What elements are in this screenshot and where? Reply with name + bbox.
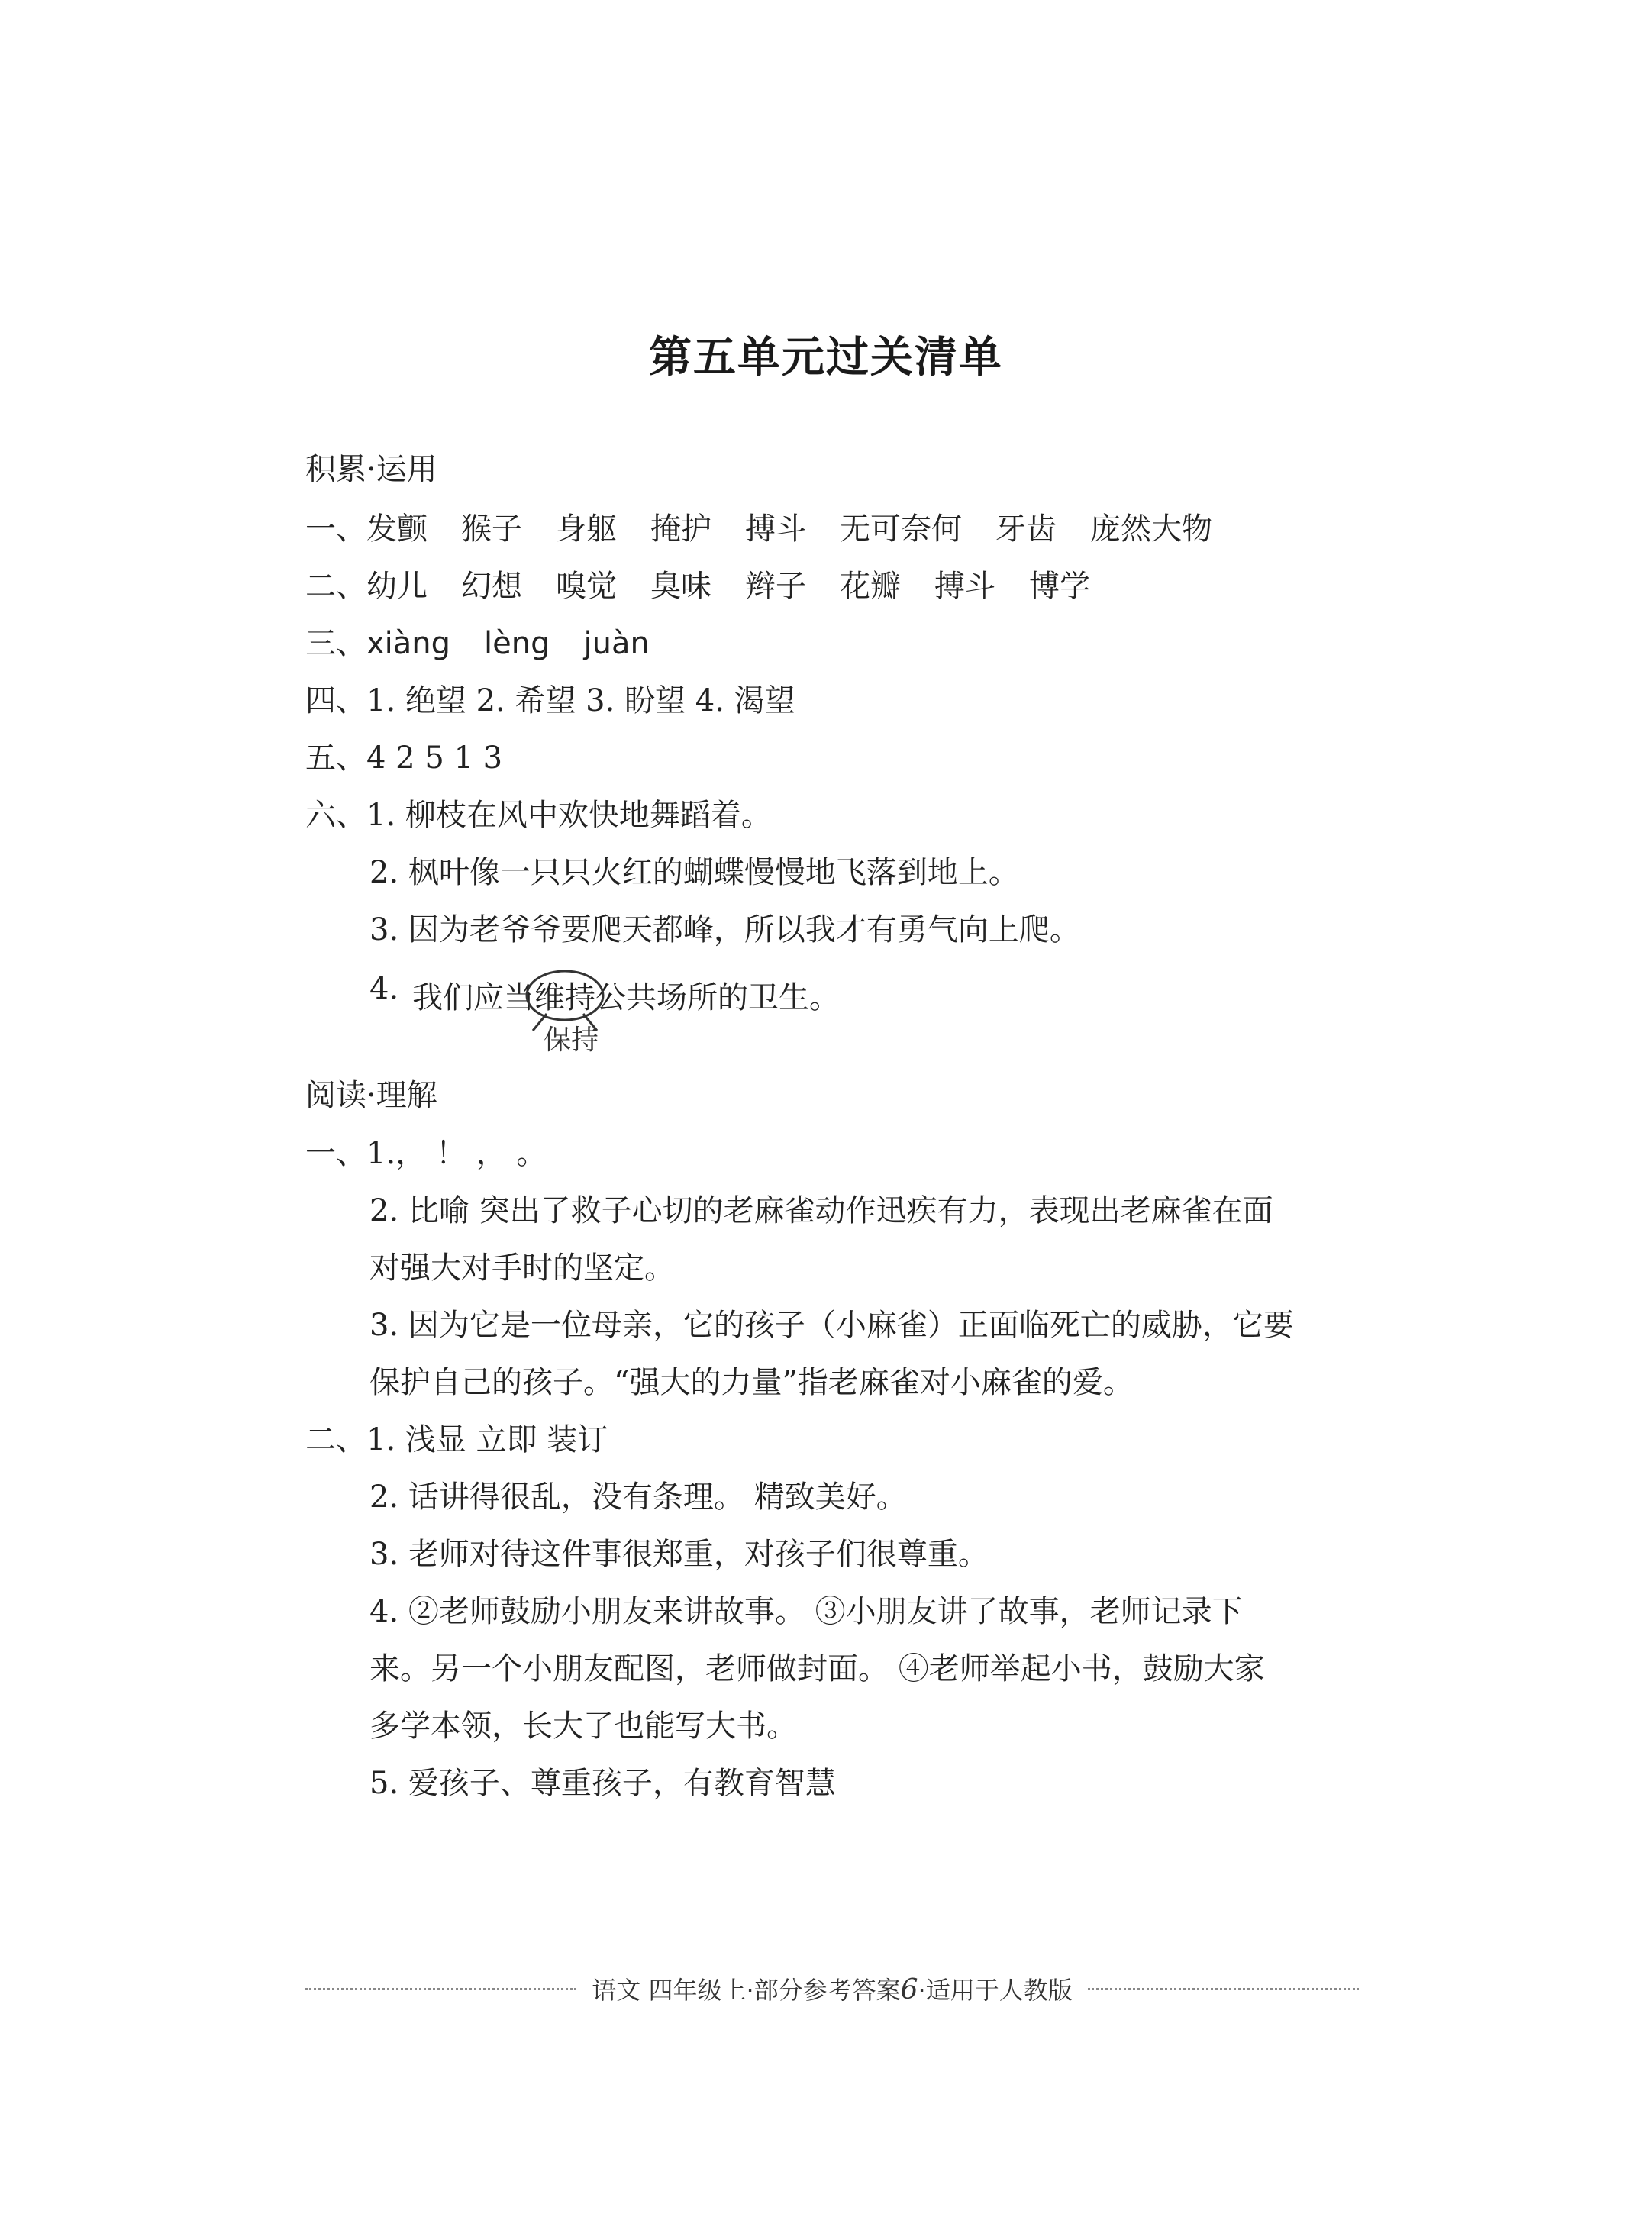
answer-1-6-3: 3. 因为老爷爷要爬天都峰，所以我才有勇气向上爬。 xyxy=(369,912,1080,947)
answer-2-2-4-cont2: 多学本领，长大了也能写大书。 xyxy=(369,1709,797,1744)
word-item: 搏斗 xyxy=(745,511,806,547)
section-heading-reading: 阅读·理解 xyxy=(305,1078,437,1113)
footer-dotted-rule-left xyxy=(305,1988,576,1990)
answer-1-3 xyxy=(305,624,650,663)
answer-2-1-1: 一、1.， ！ ， 。 xyxy=(305,1136,547,1171)
answer-1-4: 四、1. 绝望 2. 希望 3. 盼望 4. 渴望 xyxy=(305,683,795,718)
answer-1-6-1: 六、1. 柳枝在风中欢快地舞蹈着。 xyxy=(305,798,772,833)
page-number: 6 xyxy=(900,1974,918,2006)
page-footer xyxy=(305,1970,1359,2008)
word-item: 发颤 xyxy=(366,511,428,547)
answer-2-2-1: 二、1. 浅显 立即 装订 xyxy=(305,1422,608,1457)
word-item: xiàng xyxy=(366,626,451,661)
answer-1-2 xyxy=(305,567,1090,605)
word-item: 辫子 xyxy=(745,569,806,604)
word-item: 嗅觉 xyxy=(556,569,617,604)
answer-2-1-2: 2. 比喻 突出了救子心切的老麻雀动作迅疾有力，表现出老麻雀在面 xyxy=(369,1193,1273,1228)
answer-1-6-4 xyxy=(412,979,840,1017)
footer-dotted-rule-right xyxy=(1088,1988,1359,1990)
handwritten-correction: 保持 xyxy=(544,1025,599,1056)
word-item: 花瓣 xyxy=(840,569,901,604)
word-item: 幻想 xyxy=(461,569,522,604)
word-item: 牙齿 xyxy=(995,511,1057,547)
word-item: 博学 xyxy=(1029,569,1090,604)
answer-1-1 xyxy=(305,510,1212,548)
answer-2-2-4-cont1: 来。另一个小朋友配图，老师做封面。 ④老师举起小书，鼓励大家 xyxy=(369,1651,1265,1686)
word-item: juàn xyxy=(583,626,650,661)
word-list xyxy=(366,569,1090,604)
footer-text: 语文 四年级上·部分参考答案6·适用于人教版 xyxy=(592,1974,1073,2006)
word-item: 庞然大物 xyxy=(1090,511,1212,547)
answer-2-2-3: 3. 老师对待这件事很郑重，对孩子们很尊重。 xyxy=(369,1537,989,1572)
sentence-part: 公共场所的卫生。 xyxy=(595,980,840,1015)
word-item: 身躯 xyxy=(556,511,617,547)
word-item: 无可奈何 xyxy=(840,511,962,547)
question-label: 一、 xyxy=(305,511,366,547)
answer-1-6-2: 2. 枫叶像一只只火红的蝴蝶慢慢地飞落到地上。 xyxy=(369,855,1019,890)
question-label: 二、 xyxy=(305,569,366,604)
section-heading-accumulation: 积累·运用 xyxy=(305,452,437,487)
answer-2-2-2: 2. 话讲得很乱，没有条理。 精致美好。 xyxy=(369,1480,907,1515)
word-item: 臭味 xyxy=(650,569,711,604)
answer-2-1-3-cont: 保护自己的孩子。“强大的力量”指老麻雀对小麻雀的爱。 xyxy=(369,1365,1134,1400)
pinyin-list xyxy=(366,626,650,661)
word-item: 幼儿 xyxy=(366,569,428,604)
sentence-part: 我们应当 xyxy=(412,980,534,1015)
answer-2-2-5: 5. 爱孩子、尊重孩子，有教育智慧 xyxy=(369,1766,836,1801)
question-label: 三、 xyxy=(305,626,366,661)
word-item: 掩护 xyxy=(650,511,711,547)
page-title: 第五单元过关清单 xyxy=(649,333,1003,382)
answer-1-5: 五、4 2 5 1 3 xyxy=(305,741,503,776)
circled-word: 维持 xyxy=(534,979,595,1017)
answer-2-1-2-cont: 对强大对手时的坚定。 xyxy=(369,1250,675,1286)
word-item: 猴子 xyxy=(461,511,522,547)
answer-2-2-4: 4. ②老师鼓励小朋友来讲故事。 ③小朋友讲了故事，老师记录下 xyxy=(369,1594,1243,1629)
answer-1-6-4-number: 4. xyxy=(369,971,399,1006)
word-item: 搏斗 xyxy=(934,569,995,604)
word-list xyxy=(366,511,1212,547)
answer-2-1-3: 3. 因为它是一位母亲，它的孩子（小麻雀）正面临死亡的威胁，它要 xyxy=(369,1308,1294,1343)
word-item: lèng xyxy=(484,626,550,661)
